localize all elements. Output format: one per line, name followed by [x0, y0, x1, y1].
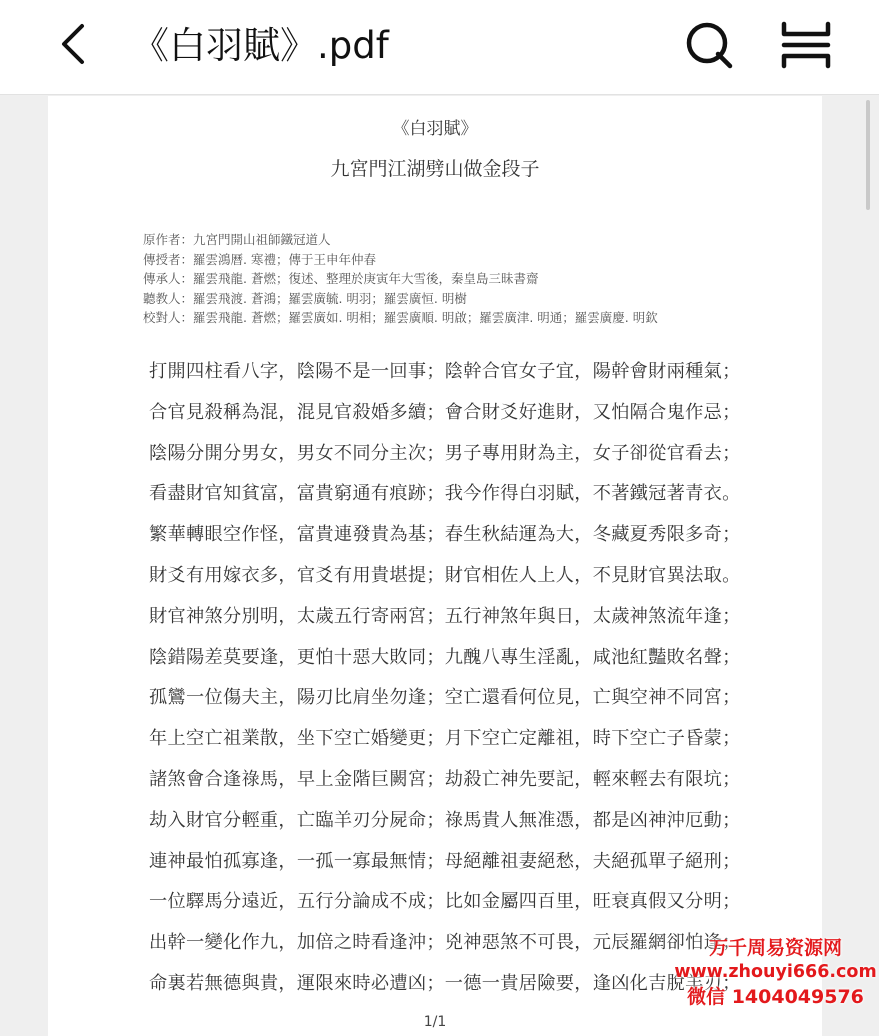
watermark-url: www.zhouyi666.com	[674, 962, 877, 982]
verse-line: 命裏若無德與貴，運限來時必遭凶；一德一貴居險要，逢凶化吉脫羊刃；	[149, 972, 741, 994]
page-subheading: 九宮門江湖劈山做金段子	[330, 158, 540, 180]
credit-original-author: 原作者：九宮門開山祖師鐵冠道人	[143, 232, 331, 247]
search-button[interactable]	[684, 20, 734, 70]
credits-block	[143, 230, 783, 328]
verse-line: 連神最怕孤寡逢，一孤一寡最無情；母絕離祖妻絕愁，夫絕孤單子絕刑；	[149, 850, 741, 872]
verse-line: 劫入財官分輕重，亡臨羊刃分屍命；祿馬貴人無准憑，都是凶神沖厄動；	[149, 809, 741, 831]
watermark-site-name: 万千周易资源网	[708, 937, 842, 959]
page-heading: 《白羽賦》	[392, 119, 478, 139]
credit-inheritor: 傳承人：羅雲飛龍. 蒼燃；復述、整理於庚寅年大雪後，秦皇島三昧書齋	[143, 271, 539, 286]
menu-button[interactable]	[780, 20, 832, 70]
top-toolbar	[0, 0, 879, 95]
verse-line: 合官見殺稱為混，混見官殺婚多續；會合財爻好進財，又怕隔合鬼作忌；	[149, 401, 741, 423]
credit-listeners: 聽教人：羅雲飛渡. 蒼鴻；羅雲廣毓. 明羽；羅雲廣恒. 明樹	[143, 290, 467, 306]
verse-block	[149, 352, 779, 1005]
watermark-contact: 微信 1404049576	[687, 986, 864, 1008]
verse-line: 孤鸞一位傷夫主，陽刃比肩坐勿逢；空亡還看何位見，亡與空神不同宮；	[149, 687, 741, 709]
verse-line: 繁華轉眼空作怪，富貴連發貴為基；春生秋結運為大，冬藏夏秀限多奇；	[149, 524, 741, 546]
watermark	[672, 936, 879, 1009]
scrollbar-thumb[interactable]	[866, 100, 870, 210]
verse-line: 打開四柱看八字，陰陽不是一回事；陰幹合官女子宜，陽幹會財兩種氣；	[149, 361, 741, 382]
search-icon	[684, 20, 734, 70]
pdf-page	[48, 96, 822, 1036]
verse-line: 財爻有用嫁衣多，官爻有用貴堪提；財官相佐人上人，不見財官異法取。	[149, 564, 741, 586]
chevron-left-icon	[52, 22, 96, 66]
menu-icon	[780, 20, 832, 70]
verse-line: 諸煞會合逢祿馬，早上金階巨闕宮；劫殺亡神先要記，輕來輕去有限坑；	[149, 768, 741, 790]
verse-line: 財官神煞分別明，太歲五行寄兩宮；五行神煞年與日，太歲神煞流年逢；	[149, 605, 741, 627]
scrollbar[interactable]	[866, 100, 870, 1000]
credit-proofreaders: 校對人：羅雲飛龍. 蒼燃；羅雲廣如. 明相；羅雲廣順. 明啟；羅雲廣津. 明通；羅雲廣慶. 明欽	[143, 310, 658, 325]
document-title: 《白羽賦》.pdf	[132, 24, 389, 67]
verse-line: 出幹一變化作九，加倍之時看逢沖；兇神惡煞不可畏，元辰羅網卻怕逢；	[149, 932, 741, 954]
verse-line: 一位驛馬分遠近，五行分論成不成；比如金屬四百里，旺衰真假又分明；	[149, 891, 741, 913]
back-button[interactable]	[52, 22, 96, 66]
credit-teacher: 傳授者：羅雲鴻曆. 寒禮；傳于王申年仲春	[143, 251, 376, 267]
verse-line: 年上空亡祖業散，坐下空亡婚變更；月下空亡定離祖，時下空亡子昏蒙；	[149, 728, 741, 750]
page-number: 1/1	[423, 1014, 447, 1030]
verse-line: 陰錯陽差莫要逢，更怕十惡大敗同；九醜八專生淫亂，咸池紅豔敗名聲；	[149, 646, 741, 668]
verse-line: 陰陽分開分男女，男女不同分主次；男子專用財為主，女子卻從官看去；	[149, 442, 741, 464]
verse-line: 看盡財官知貧富，富貴窮通有痕跡；我今作得白羽賦，不著鐵冠著青衣。	[149, 483, 741, 505]
